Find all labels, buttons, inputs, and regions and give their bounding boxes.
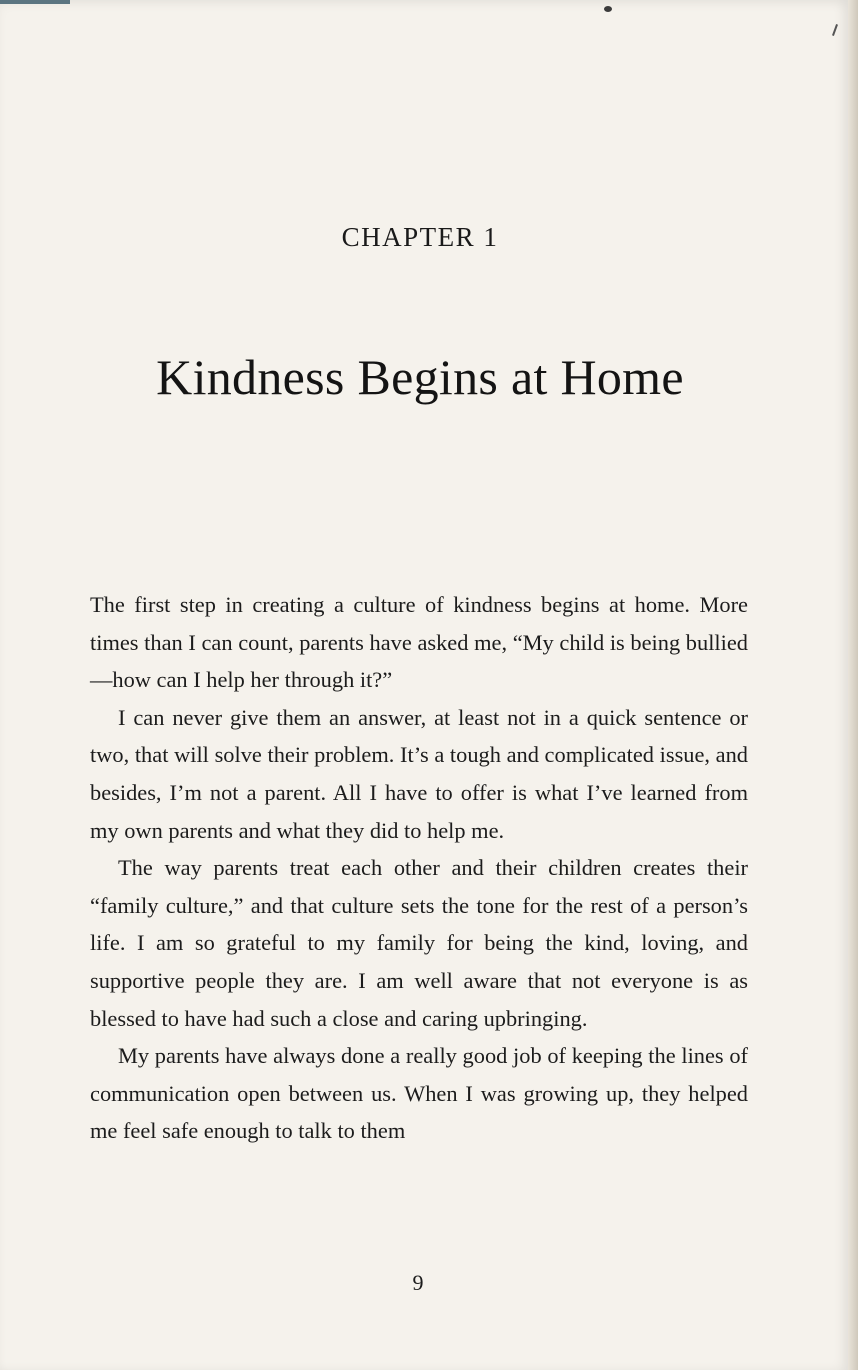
paragraph: My parents have always done a really good job of keeping the lines of communication open between us. When I was growing up, they helped me feel safe enough to talk to them	[90, 1043, 748, 1144]
paragraph: I can never give them an answer, at least not in a quick sentence or two, that will solve their problem. It’s a tough and complicated issue, and besides, I’m not a parent. All I have to offer is what I’ve learned from my own parents and what they did to help me.	[90, 704, 748, 843]
page-number: 9	[412, 1270, 424, 1295]
pen-mark	[832, 24, 838, 36]
paragraph: The way parents treat each other and their children creates their “family culture,” and that culture sets the tone for the rest of a person’s life. I am so grateful to my family for being the kind, loving, and supportive people they are. I am well aware that not everyone is as blessed to have had such a close and caring upbringing.	[90, 855, 748, 1031]
chapter-title: Kindness Begins at Home	[156, 349, 684, 405]
cover-edge-strip	[0, 0, 70, 4]
show-through-text	[92, 140, 752, 178]
page-edge	[848, 0, 858, 1370]
ink-speck	[604, 6, 612, 12]
paragraph: The first step in creating a culture of kindness begins at home. More times than I can count, parents have asked me, “My child is being bullied—how can I help her through it?”	[90, 592, 748, 693]
chapter-label: CHAPTER 1	[341, 222, 499, 252]
body-text	[90, 586, 748, 1150]
